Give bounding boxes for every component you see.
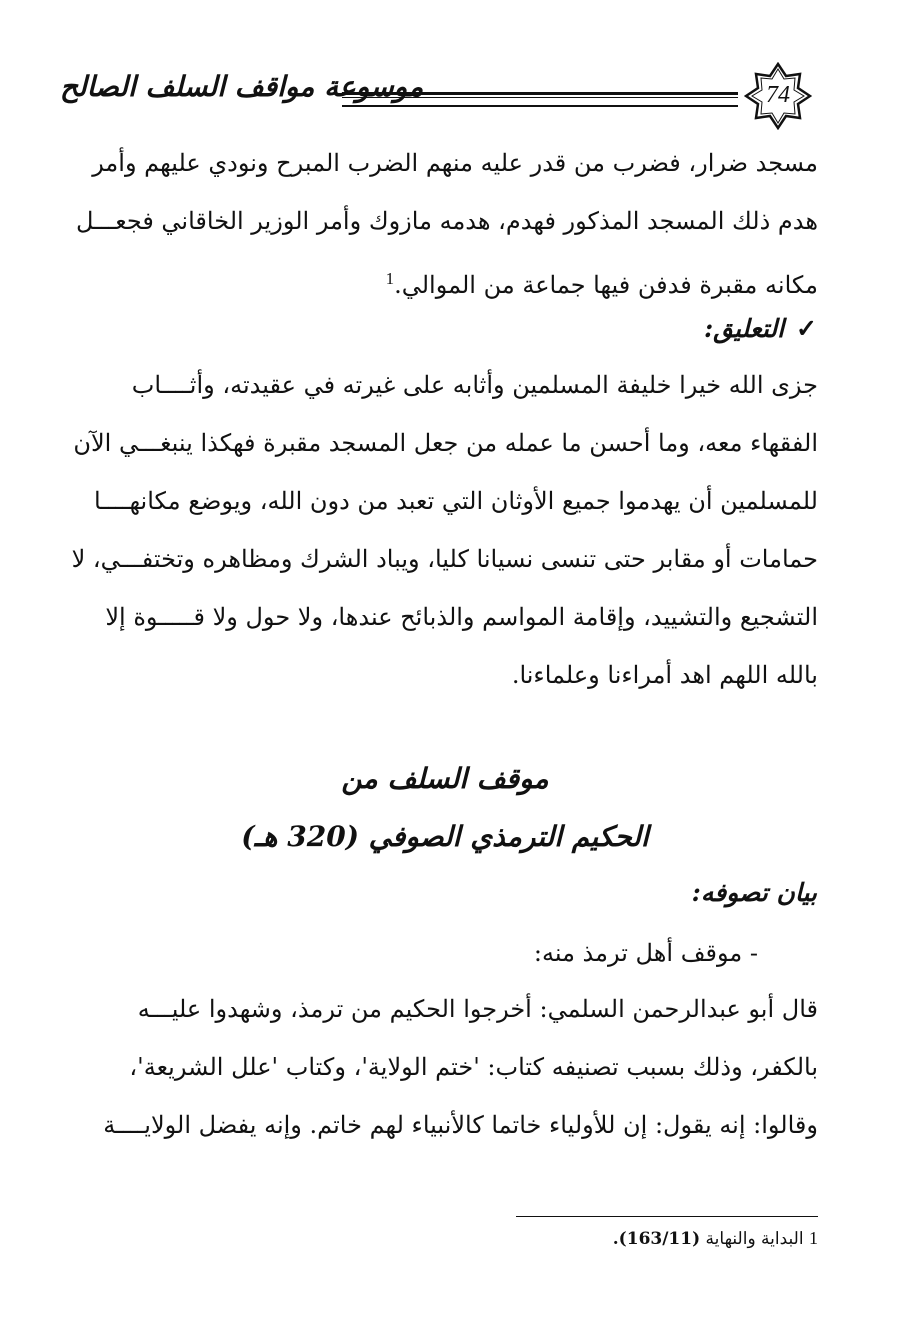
paragraph-1 [72,134,818,314]
text-line: للمسلمين أن يهدموا جميع الأوثان التي تعبد من دون الله، ويوضع مكانهــــا [94,487,818,515]
header-rule [342,92,738,107]
text-line: بالله اللهم اهد أمراءنا وعلماءنا. [511,661,818,689]
comment-heading-label: التعليق: [703,314,785,343]
text-line: بالكفر، وذلك بسبب تصنيفه كتاب: 'ختم الولاية'، وكتاب 'علل الشريعة'، [129,1053,818,1081]
section-title-line-2: الحكيم الترمذي الصوفي (320 هـ) [241,820,649,853]
text-line: حمامات أو مقابر حتى تنسى نسيانا كليا، ويباد الشرك ومظاهره وتختفـــي، لا [71,545,818,573]
page-number-badge [744,62,812,130]
text-line: الفقهاء معه، وما أحسن ما عمله من جعل المسجد مقبرة فهكذا ينبغـــي الآن [73,429,818,457]
text-line: - موقف أهل ترمذ منه: [533,939,758,967]
text-line: التشجيع والتشييد، وإقامة المواسم والذبائح عندها، ولا حول ولا قـــــوة إلا [105,603,818,631]
text-line: وقالوا: إنه يقول: إن للأولياء خاتما كالأنبياء لهم خاتم. وإنه يفضل الولايــــة [103,1111,818,1139]
text-line-content: مكانه مقبرة فدفن فيها جماعة من الموالي. [394,271,818,299]
footnote-number: 1 [809,1228,818,1248]
text-line [72,250,818,314]
text-line: جزى الله خيرا خليفة المسلمين وأثابه على غيرته في عقيدته، وأثــــاب [131,371,818,399]
section-title-line-1: موقف السلف من [341,762,549,795]
text-line: قال أبو عبدالرحمن السلمي: أخرجوا الحكيم من ترمذ، وشهدوا عليـــه [137,995,818,1023]
page-number: 74 [766,82,790,108]
page-header [60,62,830,132]
text-line: هدم ذلك المسجد المذكور فهدم، هدمه مازوك وأمر الوزير الخاقاني فجعـــل [75,207,818,235]
sufism-heading: بيان تصوفه: [691,878,817,907]
checkmark-icon: ✓ [796,314,817,343]
footnote [613,1228,818,1249]
text-line: مسجد ضرار، فضرب من قدر عليه منهم الضرب المبرح ونودي عليهم وأمر [92,149,818,177]
tirmidh-item [72,924,818,982]
paragraph-2 [72,356,818,704]
header-title: موسوعة مواقف السلف الصالح [60,70,424,103]
comment-heading [704,314,817,343]
footnote-reference-detail: (163/11). [612,1229,701,1249]
footnote-text: البداية والنهاية [705,1229,804,1249]
paragraph-3 [72,980,818,1154]
footnote-reference: 1 [385,269,395,288]
footnote-rule [516,1216,818,1217]
